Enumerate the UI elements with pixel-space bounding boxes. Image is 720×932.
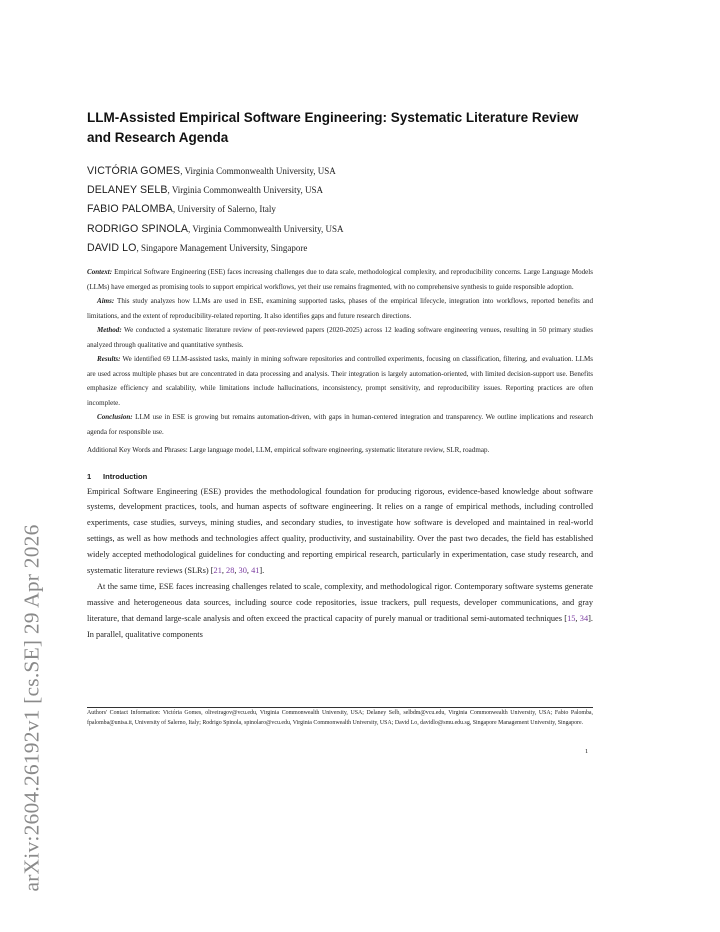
author-entry <box>87 239 593 258</box>
abstract-text: We conducted a systematic literature review of peer-reviewed papers (2020-2025) across 12 leading software engineering venues, resulting in 50 primary studies analyzed through qualitative and quantitative synthesis. <box>87 326 593 349</box>
arxiv-identifier: arXiv:2604.26192v1 [cs.SE] 29 Apr 2026 <box>19 524 44 892</box>
paragraph-text: ]. <box>259 566 265 576</box>
author-name: FABIO PALOMBA <box>87 203 173 216</box>
abstract-label: Method: <box>97 326 122 335</box>
abstract <box>87 265 593 439</box>
citation-link[interactable]: 28 <box>226 566 235 576</box>
abstract-context <box>87 265 593 294</box>
abstract-label: Results: <box>97 355 121 364</box>
abstract-aims <box>87 294 593 323</box>
author-affiliation: , Singapore Management University, Singapore <box>136 242 308 253</box>
abstract-text: Empirical Software Engineering (ESE) faces increasing challenges due to data scale, methodological complexity, and reproducibility concerns. Large Language Models (LLMs) have emerged as promising tools to support empirical workflows, yet their use remains fragmented, with no comprehensive synthesis to guide responsible adoption. <box>87 268 593 291</box>
author-affiliation: , Virginia Commonwealth University, USA <box>167 185 324 196</box>
author-name: RODRIGO SPINOLA <box>87 222 188 235</box>
citation-link[interactable]: 15 <box>567 613 576 623</box>
abstract-results <box>87 352 593 410</box>
author-name: DELANEY SELB <box>87 184 168 197</box>
footnote-divider <box>87 707 593 708</box>
citation-link[interactable]: 30 <box>238 566 247 576</box>
abstract-label: Context: <box>87 268 113 277</box>
paper-content <box>87 108 593 643</box>
author-affiliation: , Virginia Commonwealth University, USA <box>187 223 344 234</box>
author-contact-footnote: Authors' Contact Information: Victória Gomes, oliveiragov@vcu.edu, Virginia Commonwealth University, USA; Delaney Selb, selbdm@vcu.edu, Virginia Commonwealth University, USA; Fabio Palomba, fpalomba@unisa.it, University of Salerno, Italy; Rodrigo Spinola, spinolaro@vcu.edu, Virginia Commonwealth University, USA; David Lo, davidlo@smu.edu.sg, Singapore Management University, Singapore. <box>87 710 593 726</box>
paragraph-text: ]. In parallel, qualitative components <box>87 613 593 639</box>
intro-body <box>87 484 593 643</box>
author-affiliation: , Virginia Commonwealth University, USA <box>180 166 336 176</box>
abstract-conclusion <box>87 410 593 439</box>
abstract-text: LLM use in ESE is growing but remains automation-driven, with gaps in human-centered integration and transparency. We outline implications and research agenda for responsible use. <box>87 413 593 436</box>
section-number: 1 <box>87 471 92 481</box>
paragraph-text: At the same time, ESE faces increasing challenges related to scale, complexity, and methodological rigor. Contemporary software systems generate massive and heterogeneous data sources, including source code repositories, issue trackers, pull requests, developer communications, and gray literature, that demand large-scale analysis and often exceed the practical capacity of purely manual or traditional semi-automated techniques [ <box>87 581 593 623</box>
paragraph-text: Empirical Software Engineering (ESE) provides the methodological foundation for producing rigorous, evidence-based knowledge about software systems, development practices, tools, and human aspects of software engineering. It relies on a range of empirical methods, including controlled experiments, case studies, surveys, mining studies, and secondary studies, to investigate how software is developed and maintained in real-world settings, as well as how methods and technologies affect quality, productivity, and sustainability. Over the past two decades, the field has established widely accepted methodological guidelines for conducting and reporting empirical research, particularly in experimentation, case study research, and systematic literature reviews (SLRs) [ <box>87 486 593 576</box>
author-name: VICTÓRIA GOMES <box>87 165 181 177</box>
paper-title: LLM-Assisted Empirical Software Engineering: Systematic Literature Review and Research Agenda <box>87 110 579 145</box>
author-list <box>87 162 593 258</box>
abstract-label: Conclusion: <box>97 413 133 422</box>
intro-paragraph: Empirical Software Engineering (ESE) provides the methodological foundation for producing rigorous, evidence-based knowledge about software systems, development practices, tools, and human aspects of software engineering. It relies on a range of empirical methods, including controlled experiments, case studies, surveys, mining studies, and secondary studies, to investigate how software is developed and maintained in real-world settings, as well as how methods and technologies affect quality, productivity, and sustainability. Over the past two decades, the field has established widely accepted methodological guidelines for conducting and reporting empirical research, particularly in experimentation, case study research, and systematic literature reviews (SLRs) [21, 28, 30, 41]. <box>87 486 593 576</box>
author-entry <box>87 200 593 219</box>
section-title: Introduction <box>103 471 148 481</box>
keywords: Additional Key Words and Phrases: Large language model, LLM, empirical software engineering, systematic literature review, SLR, roadmap. <box>87 446 490 455</box>
abstract-label: Aims: <box>97 297 115 306</box>
author-name: DAVID LO <box>87 241 137 254</box>
author-entry <box>87 220 593 239</box>
citation-link[interactable]: 34 <box>579 613 589 623</box>
arxiv-stamp <box>10 258 54 892</box>
citation-link[interactable]: 41 <box>251 566 260 576</box>
author-entry <box>87 181 593 200</box>
abstract-text: We identified 69 LLM-assisted tasks, mainly in mining software repositories and controlled experiments, focusing on classification, filtering, and evaluation. LLMs are used across multiple phases but are concentrated in data processing and analysis. Their integration is largely automation-oriented, with limited decision-support use. Benefits emphasize efficiency and scalability, while limitations include hallucinations, inconsistency, prompt sensitivity, and reproducibility issues. Reporting practices are often incomplete. <box>87 355 593 407</box>
intro-paragraph: At the same time, ESE faces increasing challenges related to scale, complexity, and methodological rigor. Contemporary software systems generate massive and heterogeneous data sources, including source code repositories, issue trackers, pull requests, developer communications, and gray literature, that demand large-scale analysis and often exceed the practical capacity of purely manual or traditional semi-automated techniques [15, 34]. In parallel, qualitative components <box>87 581 593 639</box>
abstract-method <box>87 323 593 352</box>
citation-link[interactable]: 21 <box>213 566 222 576</box>
abstract-text: This study analyzes how LLMs are used in ESE, examining supported tasks, phases of the empirical lifecycle, integration into workflows, reported benefits and limitations, and the extent of reproducibility-related reporting. It also identifies gaps and future research directions. <box>87 297 593 320</box>
author-affiliation: , University of Salerno, Italy <box>172 204 276 215</box>
author-entry <box>87 162 593 181</box>
page-number: 1 <box>585 748 589 755</box>
section-heading <box>87 472 593 481</box>
